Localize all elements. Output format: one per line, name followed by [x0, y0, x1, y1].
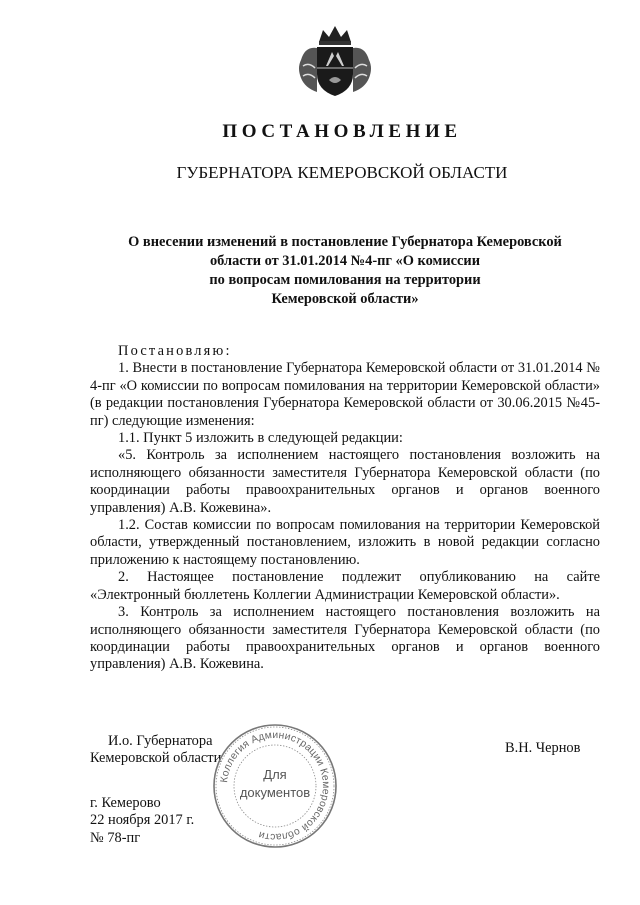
document-footer: [90, 795, 194, 847]
coat-of-arms-emblem: [295, 22, 375, 98]
signatory-name: В.Н. Чернов: [505, 740, 581, 756]
paragraph-2: 2. Настоящее постановление подлежит опубликованию на сайте «Электронный бюллетень Коллегии Администрации Кемеровской области».: [90, 569, 600, 603]
document-number: № 78-пг: [90, 829, 141, 846]
decree-word: Постановляю:: [118, 343, 232, 359]
document-body: [90, 343, 600, 674]
paragraph-quote-5: «5. Контроль за исполнением настоящего постановления возложить на исполняющего обязанности заместителя Губернатора Кемеровской области (по координации работы правоохранительных органов и органов военного управления) А.В. Кожевина».: [90, 447, 600, 516]
paragraph-1: 1. Внести в постановление Губернатора Кемеровской области от 31.01.2014 № 4-пг «О комиссии по вопросам помилования на территории Кемеровской области» (в редакции постановления Губернатора Кемеровской области от 30.06.2015 №45-пг) следующие изменения:: [90, 360, 600, 429]
subject-line: по вопросам помилования на территории: [209, 272, 481, 288]
issuing-authority: ГУБЕРНАТОРА КЕМЕРОВСКОЙ ОБЛАСТИ: [176, 163, 508, 182]
stamp-center-line: Для: [263, 767, 287, 782]
paragraph-3: 3. Контроль за исполнением настоящего постановления возложить на исполняющего обязанности заместителя Губернатора Кемеровской области (по координации работы правоохранительных органов и органов военного управления) А.В. Кожевина.: [90, 604, 600, 673]
issue-city: г. Кемерово: [90, 795, 161, 811]
paragraph-1-1: 1.1. Пункт 5 изложить в следующей редакции:: [118, 430, 403, 447]
position-line: И.о. Губернатора: [108, 733, 213, 749]
subject-line: О внесении изменений в постановление Губернатора Кемеровской: [128, 234, 562, 250]
subject-line: области от 31.01.2014 №4-пг «О комиссии: [209, 253, 480, 269]
paragraph-1-2: 1.2. Состав комиссии по вопросам помилования на территории Кемеровской области, утвержденный постановлением, изложить в новой редакции согласно приложению к настоящему постановлению.: [90, 517, 600, 568]
subject-line: Кемеровской области»: [271, 291, 419, 307]
signatory-position: [90, 733, 221, 768]
document-type-title: ПОСТАНОВЛЕНИЕ: [222, 121, 462, 142]
official-stamp: [210, 722, 340, 850]
document-subject: [90, 233, 600, 309]
stamp-center-line: документов: [239, 785, 311, 800]
stamp-ring-text: Коллегия Администрации Кемеровской области: [219, 729, 332, 843]
issue-date: 22 ноября 2017 г.: [90, 812, 195, 829]
position-line: Кемеровской области: [90, 750, 222, 767]
